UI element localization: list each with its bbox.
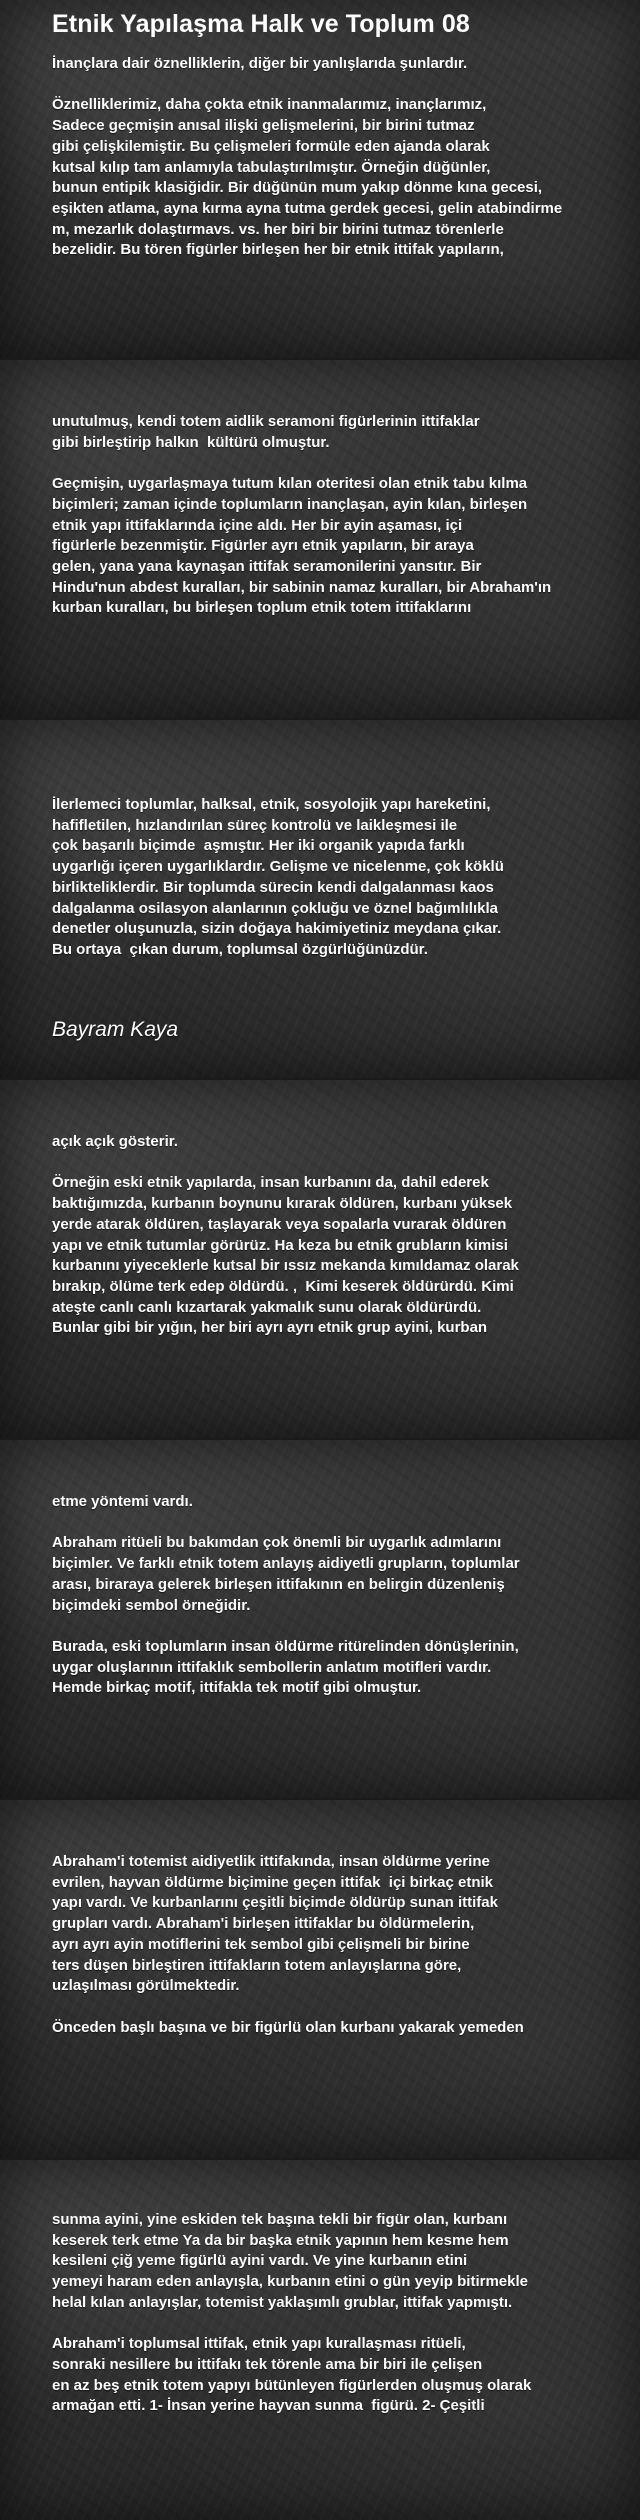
panel-2-text: unutulmuş, kendi totem aidlik seramoni figürlerinin ittifaklar gibi birleştirip halkın kültürü olmuştur. Geçmişin, uygarlaşmaya tutum kılan oteritesi olan etnik tabu kılma biçimleri; zaman içinde toplumların inançlaşan, ayin kılan, birleşen etnik yapı ittifaklarında içine aldı. Her bir ayin aşaması, içi figürlerle bezenmiştir. Figürler ayrı etnik yapıların, bir araya gelen, yana yana kaynaşan ittifak seramonilerini yansıtır. Bir Hindu'nun abdest kuralları, bir sabinin namaz kuralları, bir Abraham'ın kurban kuralları, bu birleşen toplum etnik totem ittifaklarını — [52, 413, 552, 617]
panel-1-text: İnançlara dair öznelliklerin, diğer bir yanlışlarıda şunlardır. Öznelliklerimiz, daha çokta etnik inanmalarımız, inançlarımız, Sadece geçmişin anısal ilişki gelişmelerini, bir birini tutmaz gibi çelişkilemiştir. Bu çelişmeleri formüle eden ajanda olarak kutsal kılıp tam anlamıyla tabulaştırılmıştır. Örneğin düğünler, bunun entipik klasiğidir. Bir düğünün mum yakıp dönme kına gecesi, eşikten atlama, ayna kırma ayna tutma gerdek gecesi, gelin atabindirme m, mezarlık dolaştırmavs. vs. her biri bir birini tutmaz törenlerle bezelidir. Bu tören figürler birleşen her bir etnik ittifak yapıların, — [52, 55, 563, 259]
panel-2 — [0, 360, 640, 718]
panel-3-text: İlerlemeci toplumlar, halksal, etnik, sosyolojik yapı hareketini, hafifletilen, hızlandırılan süreç kontrolü ve laikleşmesi ile çok başarılı biçimde aşmıştır. Her iki organik yapıda farklı uygarlığı içeren uygarlıklardır. Gelişme ve nicelenme, çok köklü birlikteliklerdir. Bir toplumda sürecin kendi dalgalanması kaos dalgalanma osilasyon alanlarının çokluğu ve öznel bağımlılıkla denetler oluşunuzla, sizin doğaya hakimiyetiniz meydana çıkar. Bu ortaya çıkan durum, toplumsal özgürlüğünüzdür. — [52, 796, 504, 958]
panel-3 — [0, 720, 640, 1078]
author-signature: Bayram Kaya — [52, 1018, 179, 1041]
page-title: Etnik Yapılaşma Halk ve Toplum 08 — [52, 10, 470, 38]
panel-4 — [0, 1080, 640, 1438]
panel-5-text: etme yöntemi vardı. Abraham ritüeli bu bakımdan çok önemli bir uygarlık adımlarını biçimler. Ve farklı etnik totem anlayış aidiyetli grupların, toplumlar arası, biraraya gelerek birleşen ittifakının en belirgin düzenleniş biçimdeki sembol örneğidir. Burada, eski toplumların insan öldürme ritürelinden dönüşlerinin, uygar oluşlarının ittifaklık sembollerin anlatım motifleri vardır. Hemde birkaç motif, ittifakla tek motif gibi olmuştur. — [52, 1493, 520, 1697]
panel-1 — [0, 0, 640, 358]
panel-6-text: Abraham'i totemist aidiyetlik ittifakında, insan öldürme yerine evrilen, hayvan öldürme biçimine geçen ittifak içi birkaç etnik yapı vardı. Ve kurbanlarını çeşitli biçimde öldürüp sunan ittifak grupları vardı. Abraham'i birleşen ittifaklar bu öldürmelerin, ayrı ayrı ayin motiflerini tek sembol gibi çelişmeli bir birine ters düşen birleştiren ittifakların totem anlayışlarına göre, uzlaşılması görülmektedir. Önceden başlı başına ve bir figürlü olan kurbanı yakarak yemeden — [52, 1853, 524, 2036]
panel-7 — [0, 2160, 640, 2520]
panel-6 — [0, 1800, 640, 2158]
panel-5 — [0, 1440, 640, 1798]
panel-4-text: açık açık gösterir. Örneğin eski etnik yapılarda, insan kurbanını da, dahil ederek baktığımızda, kurbanın boynunu kırarak öldüren, kurbanı yüksek yerde atarak öldüren, taşlayarak veya sopalarla vurarak öldüren yapı ve etnik tutumlar görürüz. Ha keza bu etnik grubların kimisi kurbanını yiyeceklerle kutsal bir ıssız mekanda kımıldamaz olarak bırakıp, ölüme terk edep öldürdü. , Kimi keserek öldürürdü. Kimi ateşte canlı canlı kızartarak yakmalık sunu olarak öldürürdü. Bunlar gibi bir yığın, her biri ayrı ayrı etnik grup ayini, kurban — [52, 1133, 519, 1337]
panel-7-text: sunma ayini, yine eskiden tek başına tekli bir figür olan, kurbanı keserek terk etme Ya da bir başka etnik yapının hem kesme hem kesileni çiğ yeme figürlü ayini vardı. Ve yine kurbanın etini yemeyi haram eden anlayışla, kurbanın etini o gün yeyip bitirmekle helal kılan anlayışlar, totemist yaklaşımlı grublar, ittifak yapmıştı. Abraham'i toplumsal ittifak, etnik yapı kurallaşması ritüeli, sonraki nesillere bu ittifakı tek törenle ama bir biri ile çelişen en az beş etnik totem yapıyı bütünleyen figürlerden oluşmuş olarak armağan etti. 1- İnsan yerine hayvan sunma figürü. 2- Çeşitli — [52, 2211, 532, 2415]
